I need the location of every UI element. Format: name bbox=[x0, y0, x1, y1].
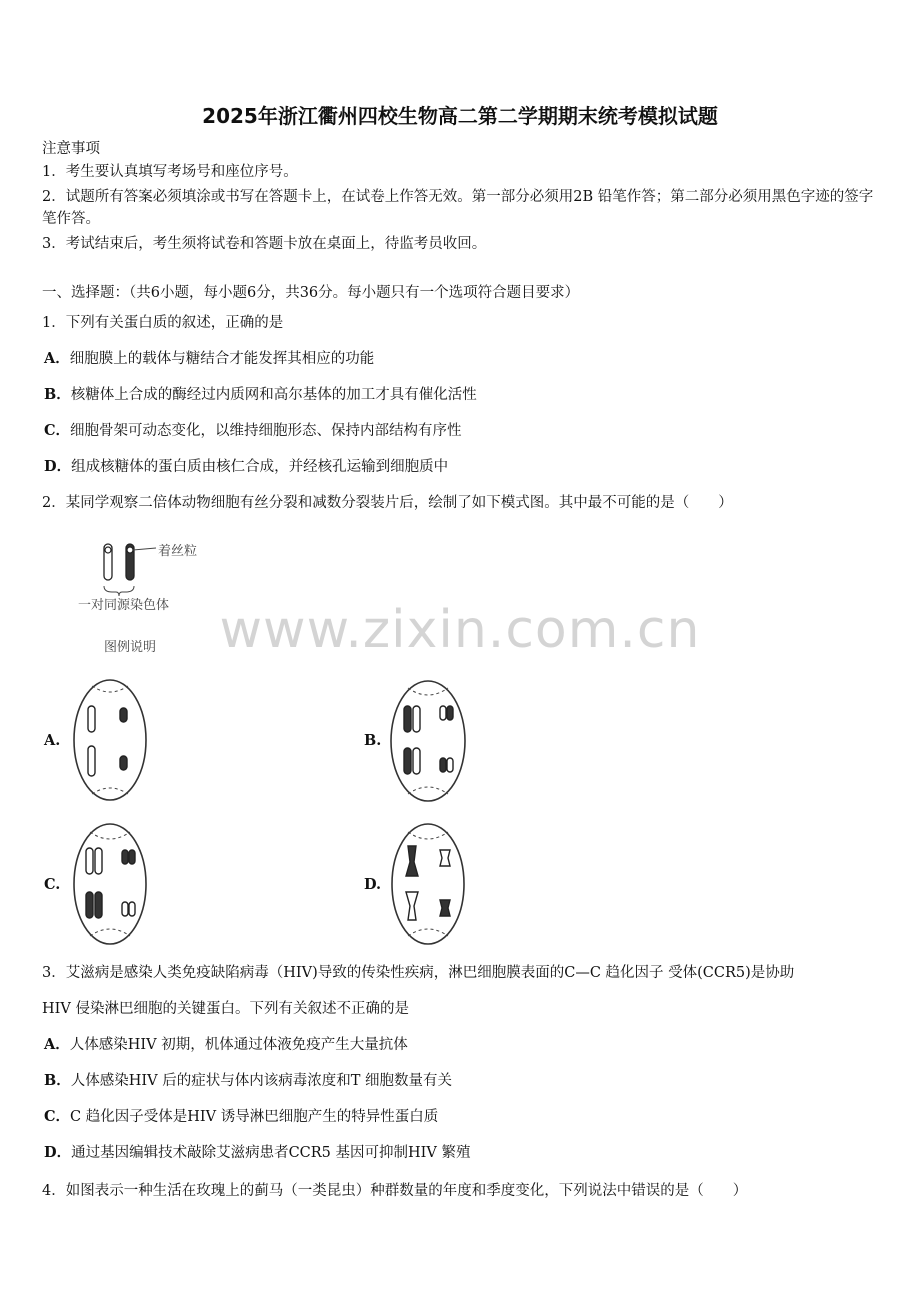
q3-option-b-label: B． bbox=[44, 1072, 71, 1089]
q1-option-c-label: C． bbox=[44, 422, 71, 439]
legend-centromere-label: 着丝粒 bbox=[158, 544, 198, 559]
legend-caption: 图例说明 bbox=[104, 640, 157, 655]
q3-option-a-label: A． bbox=[44, 1036, 70, 1053]
q1-option-b-text: 核糖体上合成的酶经过内质网和高尔基体的加工才具有催化活性 bbox=[70, 387, 477, 403]
notice-item-1: 1．考生要认真填写考场号和座位序号。 bbox=[42, 164, 298, 180]
q1-option-d-text: 组成核糖体的蛋白质由核仁合成，并经核孔运输到细胞质中 bbox=[71, 459, 449, 475]
q3-option-c-text: C 趋化因子受体是HIV 诱导淋巴细胞产生的特异性蛋白质 bbox=[70, 1109, 439, 1125]
q1-option-b-label: B． bbox=[44, 386, 71, 403]
q2-option-b-cell bbox=[388, 676, 478, 810]
q2-option-a-label: A. bbox=[44, 732, 61, 749]
cell-diagram-c bbox=[70, 820, 160, 948]
q3-option-c bbox=[44, 1106, 438, 1128]
cell-diagram-d bbox=[388, 820, 478, 948]
q3-option-d-label: D． bbox=[44, 1144, 72, 1161]
notice-heading: 注意事项 bbox=[42, 141, 100, 157]
q3-option-c-label: C． bbox=[44, 1108, 71, 1125]
q3-option-d bbox=[44, 1142, 470, 1164]
section-heading: 一、选择题：（共6小题，每小题6分，共36分。每小题只有一个选项符合题目要求） bbox=[42, 285, 580, 301]
q1-option-a-label: A． bbox=[44, 350, 70, 367]
q2-option-d-cell bbox=[388, 820, 478, 952]
q2-option-d-label: D. bbox=[364, 876, 382, 893]
q3-stem-line-1: 3．艾滋病是感染人类免疫缺陷病毒（HIV)导致的传染性疾病，淋巴细胞膜表面的C—C 趋化因子 受体(CCR5)是协助 bbox=[42, 965, 795, 981]
q3-option-a-text: 人体感染HIV 初期，机体通过体液免疫产生大量抗体 bbox=[69, 1037, 408, 1053]
q1-option-d-label: D． bbox=[44, 458, 72, 475]
q3-stem-line-2: HIV 侵染淋巴细胞的关键蛋白。下列有关叙述不正确的是 bbox=[42, 1001, 409, 1017]
q1-option-d bbox=[44, 456, 448, 478]
q4-stem: 4．如图表示一种生活在玫瑰上的蓟马（一类昆虫）种群数量的年度和季度变化，下列说法中错误的是（ ） bbox=[42, 1183, 748, 1199]
notice-item-3: 3．考试结束后，考生须将试卷和答题卡放在桌面上，待监考员收回。 bbox=[42, 236, 487, 252]
cell-diagram-b bbox=[388, 676, 478, 806]
q1-stem: 1．下列有关蛋白质的叙述，正确的是 bbox=[42, 315, 284, 331]
q3-option-b bbox=[44, 1070, 452, 1092]
q2-option-a-cell bbox=[70, 676, 160, 808]
q1-option-a bbox=[44, 348, 374, 370]
q1-option-b bbox=[44, 384, 477, 406]
q3-option-b-text: 人体感染HIV 后的症状与体内该病毒浓度和T 细胞数量有关 bbox=[70, 1073, 452, 1089]
q1-option-a-text: 细胞膜上的载体与糖结合才能发挥其相应的功能 bbox=[69, 351, 375, 367]
q2-option-c-label: C. bbox=[44, 876, 61, 893]
q2-stem: 2．某同学观察二倍体动物细胞有丝分裂和减数分裂装片后，绘制了如下模式图。其中最不可能的是（ ） bbox=[42, 495, 733, 511]
q2-option-b-label: B. bbox=[364, 732, 382, 749]
cell-diagram-a bbox=[70, 676, 160, 804]
q3-option-d-text: 通过基因编辑技术敲除艾滋病患者CCR5 基因可抑制HIV 繁殖 bbox=[71, 1145, 471, 1161]
q3-option-a bbox=[44, 1034, 408, 1056]
watermark: www.zixin.com.cn bbox=[219, 600, 701, 660]
q2-option-c-cell bbox=[70, 820, 160, 952]
page-title: 2025年浙江衢州四校生物高二第二学期期末统考模拟试题 bbox=[202, 104, 718, 128]
legend-homologous-label: 一对同源染色体 bbox=[78, 598, 170, 613]
q1-option-c-text: 细胞骨架可动态变化，以维持细胞形态、保持内部结构有序性 bbox=[70, 423, 462, 439]
notice-item-2: 2．试题所有答案必须填涂或书写在答题卡上，在试卷上作答无效。第一部分必须用2B 铅笔作答；第二部分必须用黑色字迹的签字笔作答。 bbox=[42, 189, 874, 227]
q1-option-c bbox=[44, 420, 462, 442]
